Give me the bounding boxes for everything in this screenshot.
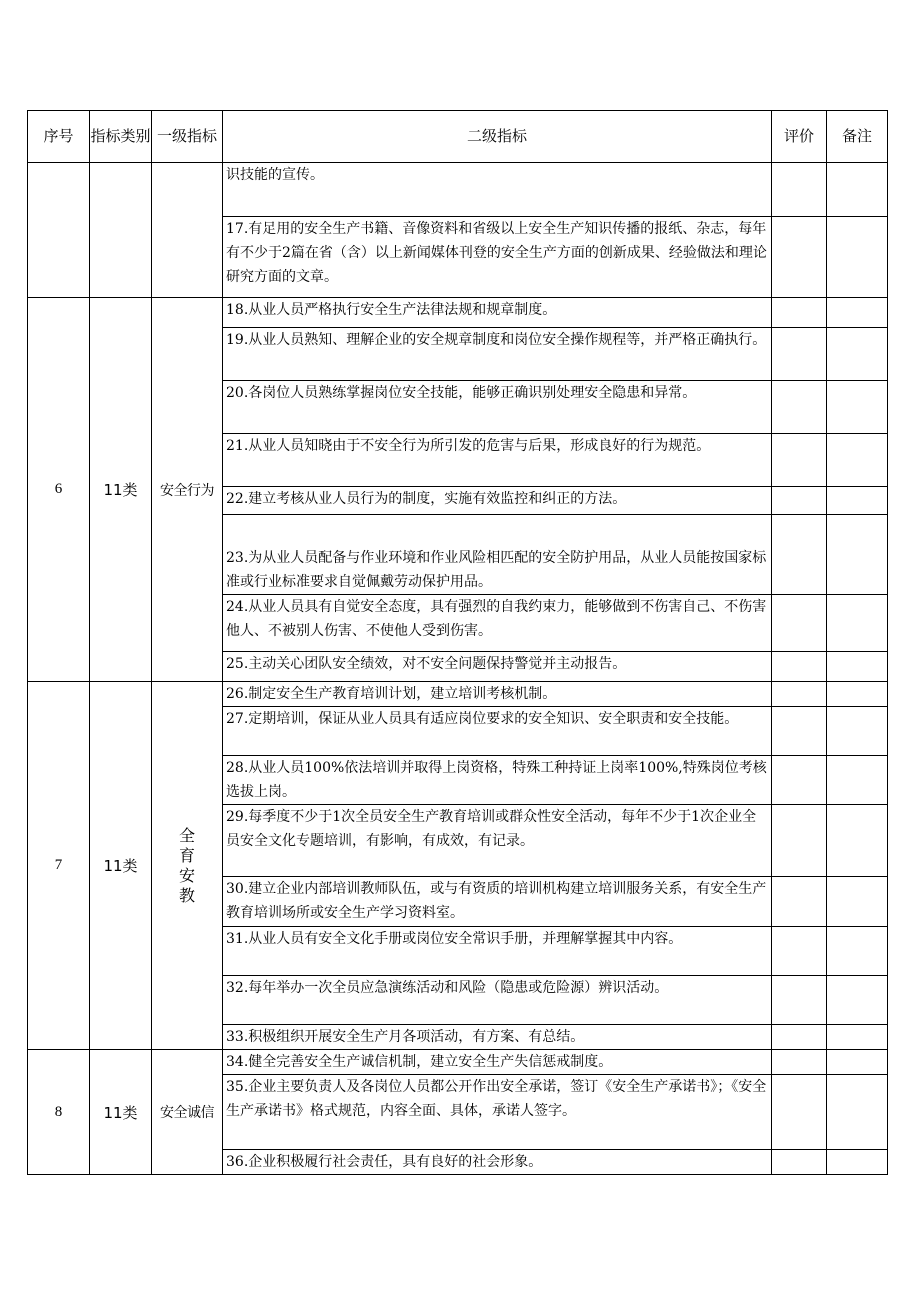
table-row [28,163,888,217]
table-row [28,1050,888,1075]
evaluation-cell[interactable] [772,595,827,652]
remarks-cell[interactable] [827,1050,888,1075]
seq-cell: 8 [28,1050,90,1175]
evaluation-cell[interactable] [772,298,827,328]
remarks-cell[interactable] [827,707,888,756]
evaluation-cell[interactable] [772,976,827,1025]
evaluation-cell[interactable] [772,927,827,976]
evaluation-cell[interactable] [772,328,827,381]
indicator-text: 21.从业人员知晓由于不安全行为所引发的危害与后果，形成良好的行为规范。 [223,434,772,487]
evaluation-cell[interactable] [772,1050,827,1075]
remarks-cell[interactable] [827,756,888,805]
remarks-cell[interactable] [827,927,888,976]
remarks-cell[interactable] [827,381,888,434]
indicator-text: 35.企业主要负责人及各岗位人员都公开作出安全承诺，签订《安全生产承诺书》；《安全生产承诺书》格式规范，内容全面、具体，承诺人签字。 [223,1075,772,1150]
indicator-text: 24.从业人员具有自觉安全态度，具有强烈的自我约束力，能够做到不伤害自己、不伤害他人、不被别人伤害、不使他人受到伤害。 [223,595,772,652]
header-evaluation: 评价 [772,111,827,163]
remarks-cell[interactable] [827,1150,888,1175]
remarks-cell[interactable] [827,877,888,927]
seq-cell [28,163,90,298]
evaluation-cell[interactable] [772,515,827,595]
evaluation-cell[interactable] [772,487,827,515]
indicator-text: 31.从业人员有安全文化手册或岗位安全常识手册，并理解掌握其中内容。 [223,927,772,976]
remarks-cell[interactable] [827,515,888,595]
indicator-text: 19.从业人员熟知、理解企业的安全规章制度和岗位安全操作规程等，并严格正确执行。 [223,328,772,381]
table-row [28,682,888,707]
seq-cell: 6 [28,298,90,682]
remarks-cell[interactable] [827,434,888,487]
indicator-text: 28.从业人员100%依法培训并取得上岗资格，特殊工种持证上岗率100%,特殊岗位考核选拔上岗。 [223,756,772,805]
indicator-text: 20.各岗位人员熟练掌握岗位安全技能，能够正确识别处理安全隐患和异常。 [223,381,772,434]
evaluation-cell[interactable] [772,652,827,682]
header-seq: 序号 [28,111,90,163]
remarks-cell[interactable] [827,652,888,682]
remarks-cell[interactable] [827,487,888,515]
remarks-cell[interactable] [827,682,888,707]
evaluation-cell[interactable] [772,877,827,927]
header-level2: 二级指标 [223,111,772,163]
indicator-text: 32.每年举办一次全员应急演练活动和风险（隐患或危险源）辨识活动。 [223,976,772,1025]
header-remarks: 备注 [827,111,888,163]
header-row [28,111,888,163]
remarks-cell[interactable] [827,1025,888,1050]
evaluation-cell[interactable] [772,1075,827,1150]
level1-cell [152,682,223,1050]
evaluation-cell[interactable] [772,682,827,707]
remarks-cell[interactable] [827,298,888,328]
indicator-text: 23.为从业人员配备与作业环境和作业风险相匹配的安全防护用品，从业人员能按国家标准或行业标准要求自觉佩戴劳动保护用品。 [223,515,772,595]
category-cell: 11类 [90,682,152,1050]
level1-cell: 安全行为 [152,298,223,682]
remarks-cell[interactable] [827,217,888,298]
remarks-cell[interactable] [827,805,888,877]
category-cell: 11类 [90,298,152,682]
evaluation-cell[interactable] [772,805,827,877]
evaluation-cell[interactable] [772,381,827,434]
remarks-cell[interactable] [827,328,888,381]
indicator-table [27,110,888,1175]
header-level1: 一级指标 [152,111,223,163]
level1-cell [152,163,223,298]
category-cell [90,163,152,298]
level1-vertical-label: 全育安教 [178,825,195,905]
indicator-text: 识技能的宣传。 [223,163,772,217]
indicator-text: 29.每季度不少于1次全员安全生产教育培训或群众性安全活动，每年不少于1次企业全员安全文化专题培训，有影响，有成效，有记录。 [223,805,772,877]
evaluation-cell[interactable] [772,1025,827,1050]
indicator-text: 30.建立企业内部培训教师队伍，或与有资质的培训机构建立培训服务关系，有安全生产教育培训场所或安全生产学习资料室。 [223,877,772,927]
category-cell: 11类 [90,1050,152,1175]
indicator-text: 34.健全完善安全生产诚信机制，建立安全生产失信惩戒制度。 [223,1050,772,1075]
indicator-text: 25.主动关心团队安全绩效，对不安全问题保持警觉并主动报告。 [223,652,772,682]
indicator-text: 22.建立考核从业人员行为的制度，实施有效监控和纠正的方法。 [223,487,772,515]
indicator-text: 17.有足用的安全生产书籍、音像资料和省级以上安全生产知识传播的报纸、杂志，每年有不少于2篇在省（含）以上新闻媒体刊登的安全生产方面的创新成果、经验做法和理论研究方面的文章。 [223,217,772,298]
evaluation-cell[interactable] [772,163,827,217]
table-row [28,298,888,328]
evaluation-cell[interactable] [772,707,827,756]
remarks-cell[interactable] [827,1075,888,1150]
indicator-text: 36.企业积极履行社会责任，具有良好的社会形象。 [223,1150,772,1175]
remarks-cell[interactable] [827,163,888,217]
remarks-cell[interactable] [827,976,888,1025]
header-category: 指标类别 [90,111,152,163]
seq-cell: 7 [28,682,90,1050]
indicator-text: 26.制定安全生产教育培训计划，建立培训考核机制。 [223,682,772,707]
evaluation-cell[interactable] [772,217,827,298]
evaluation-cell[interactable] [772,434,827,487]
evaluation-cell[interactable] [772,756,827,805]
remarks-cell[interactable] [827,595,888,652]
indicator-text: 33.积极组织开展安全生产月各项活动，有方案、有总结。 [223,1025,772,1050]
evaluation-cell[interactable] [772,1150,827,1175]
indicator-text: 27.定期培训，保证从业人员具有适应岗位要求的安全知识、安全职责和安全技能。 [223,707,772,756]
indicator-text: 18.从业人员严格执行安全生产法律法规和规章制度。 [223,298,772,328]
level1-cell: 安全诚信 [152,1050,223,1175]
